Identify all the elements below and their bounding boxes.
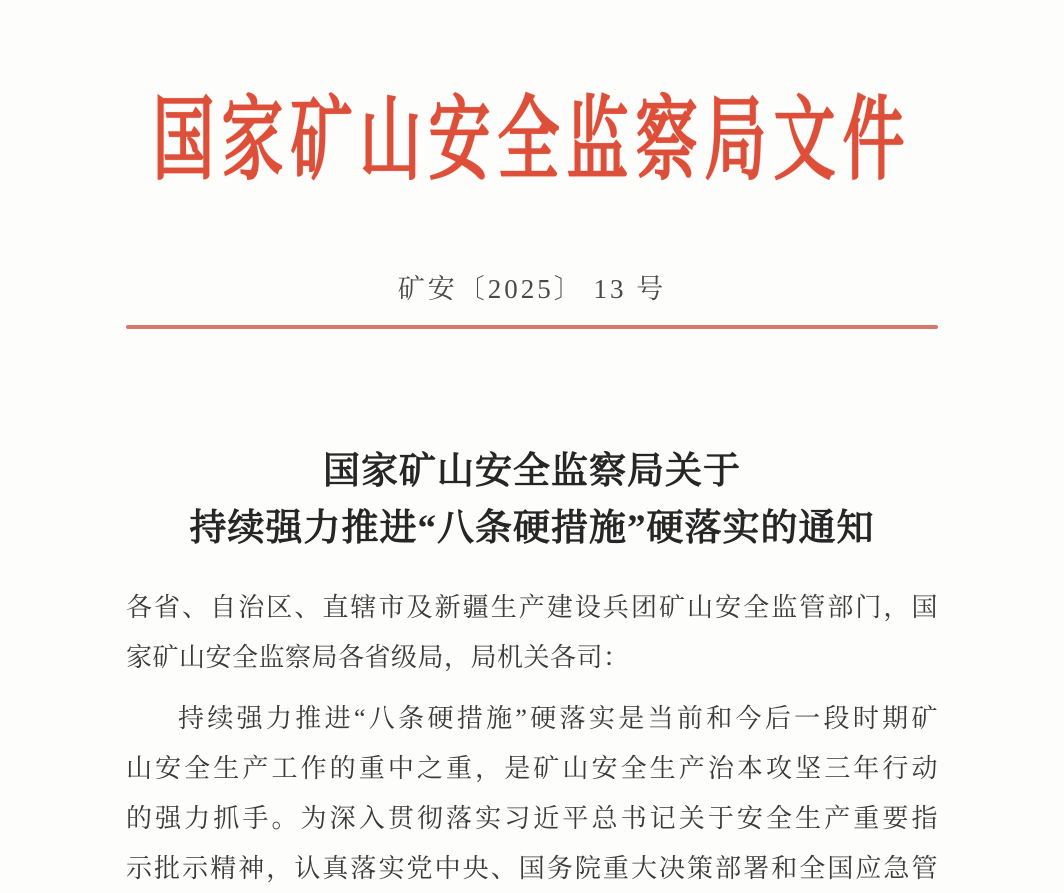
body-line: 各省、自治区、直辖市及新疆生产建设兵团矿山安全监管部门，国 (126, 593, 938, 622)
document-number: 矿安〔2025〕 13 号 (397, 274, 667, 304)
document-body (126, 583, 938, 893)
document-title-line-1: 国家矿山安全监察局关于 (323, 451, 741, 492)
body-line: 示批示精神，认真落实党中央、国务院重大决策部署和全国应急管 (126, 854, 938, 883)
document-title (0, 443, 1064, 557)
letterhead-title: 国家矿山安全监察局文件 (152, 91, 912, 192)
body-line: 的强力抓手。为深入贯彻落实习近平总书记关于安全生产重要指 (126, 804, 938, 833)
body-line: 持续强力推进“八条硬措施”硬落实是当前和今后一段时期矿 (178, 704, 938, 733)
body-line: 山安全生产工作的重中之重，是矿山安全生产治本攻坚三年行动 (126, 754, 938, 783)
letterhead (0, 66, 1064, 192)
document-title-line-2: 持续强力推进“八条硬措施”硬落实的通知 (189, 508, 875, 549)
body-line: 家矿山安全监察局各省级局，局机关各司： (126, 643, 630, 672)
red-rule-divider (126, 325, 938, 329)
